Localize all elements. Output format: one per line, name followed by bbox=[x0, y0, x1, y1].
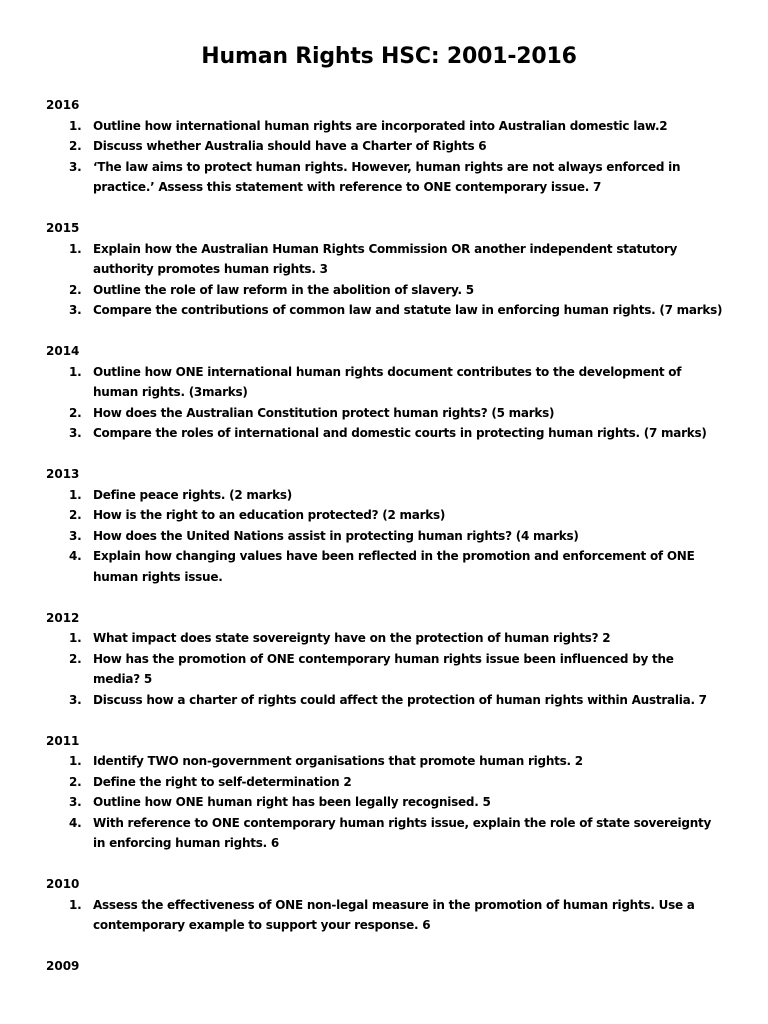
question-list bbox=[46, 116, 728, 198]
question-number: 1. bbox=[69, 754, 82, 768]
question-text: How does the United Nations assist in protecting human rights? (4 marks) bbox=[93, 528, 579, 543]
year-section-2009 bbox=[46, 956, 728, 977]
question-item bbox=[46, 136, 728, 157]
year-section-2013 bbox=[46, 464, 728, 587]
question-list bbox=[46, 895, 728, 936]
question-item bbox=[46, 546, 728, 587]
question-text: Compare the contributions of common law and statute law in enforcing human rights. (7 marks) bbox=[93, 303, 723, 317]
question-text: Assess the effectiveness of ONE non-legal measure in the promotion of human rights. Use a contemporary example to support your response. 6 bbox=[93, 897, 695, 932]
question-text: Discuss how a charter of rights could affect the protection of human rights within Australia. 7 bbox=[93, 692, 707, 707]
question-number: 1. bbox=[69, 631, 82, 645]
question-text: ‘The law aims to protect human rights. However, human rights are not always enforced in practice.’ Assess this statement with reference to ONE contemporary issue. 7 bbox=[93, 159, 681, 194]
question-text: Outline how international human rights are incorporated into Australian domestic law.2 bbox=[93, 118, 668, 133]
question-list bbox=[46, 485, 728, 588]
question-text: Define peace rights. (2 marks) bbox=[93, 487, 292, 502]
question-number-cell bbox=[46, 628, 93, 649]
question-number: 1. bbox=[69, 118, 82, 133]
question-text: With reference to ONE contemporary human rights issue, explain the role of state sovereignty in enforcing human rights. 6 bbox=[93, 815, 712, 850]
question-item bbox=[46, 772, 728, 793]
question-text: How is the right to an education protected? (2 marks) bbox=[93, 508, 446, 522]
question-text: Outline the role of law reform in the abolition of slavery. 5 bbox=[93, 282, 474, 297]
year-heading: 2013 bbox=[46, 467, 80, 481]
question-item bbox=[46, 649, 728, 690]
question-number: 1. bbox=[69, 487, 82, 502]
year-section-2011 bbox=[46, 731, 728, 854]
question-number: 3. bbox=[69, 426, 82, 440]
question-number: 1. bbox=[69, 241, 82, 256]
question-number-cell bbox=[46, 280, 93, 301]
question-text: Explain how changing values have been reflected in the promotion and enforcement of ONE human rights issue. bbox=[93, 549, 695, 584]
question-item bbox=[46, 239, 728, 280]
question-item bbox=[46, 423, 728, 444]
question-number-cell bbox=[46, 362, 93, 403]
question-item bbox=[46, 116, 728, 137]
question-number-cell bbox=[46, 505, 93, 526]
question-text: Discuss whether Australia should have a Charter of Rights 6 bbox=[93, 139, 487, 153]
question-number-cell bbox=[46, 526, 93, 547]
question-text: What impact does state sovereignty have on the protection of human rights? 2 bbox=[93, 631, 611, 645]
year-section-2012 bbox=[46, 608, 728, 711]
year-heading: 2012 bbox=[46, 610, 80, 625]
question-text: How does the Australian Constitution protect human rights? (5 marks) bbox=[93, 405, 555, 420]
question-number-cell bbox=[46, 546, 93, 587]
year-section-2015 bbox=[46, 218, 728, 321]
question-number-cell bbox=[46, 772, 93, 793]
question-number-cell bbox=[46, 300, 93, 321]
question-item bbox=[46, 403, 728, 424]
question-item bbox=[46, 690, 728, 711]
question-number-cell bbox=[46, 423, 93, 444]
year-section-2016 bbox=[46, 95, 728, 198]
question-number: 1. bbox=[69, 364, 82, 379]
question-text: Outline how ONE international human rights document contributes to the development of human rights. (3marks) bbox=[93, 364, 682, 399]
question-number: 2. bbox=[69, 139, 82, 153]
question-number: 3. bbox=[69, 795, 82, 809]
question-text: Explain how the Australian Human Rights Commission OR another independent statutory authority promotes human rights. 3 bbox=[93, 241, 678, 276]
question-number-cell bbox=[46, 403, 93, 424]
question-number-cell bbox=[46, 485, 93, 506]
question-item bbox=[46, 628, 728, 649]
question-item bbox=[46, 300, 728, 321]
year-heading: 2016 bbox=[46, 98, 80, 112]
question-number-cell bbox=[46, 813, 93, 854]
year-heading: 2015 bbox=[46, 221, 80, 235]
question-number-cell bbox=[46, 751, 93, 772]
question-text: Identify TWO non-government organisations that promote human rights. 2 bbox=[93, 754, 583, 768]
question-number-cell bbox=[46, 690, 93, 711]
question-item bbox=[46, 485, 728, 506]
question-item bbox=[46, 362, 728, 403]
question-number-cell bbox=[46, 895, 93, 936]
question-text: Outline how ONE human right has been legally recognised. 5 bbox=[93, 795, 491, 809]
year-heading: 2010 bbox=[46, 877, 80, 891]
question-number: 2. bbox=[69, 282, 82, 297]
question-number-cell bbox=[46, 649, 93, 690]
question-item bbox=[46, 157, 728, 198]
year-section-2010 bbox=[46, 874, 728, 936]
question-list bbox=[46, 362, 728, 444]
question-item bbox=[46, 792, 728, 813]
question-number: 2. bbox=[69, 405, 82, 420]
question-item bbox=[46, 505, 728, 526]
question-number-cell bbox=[46, 239, 93, 280]
question-item bbox=[46, 895, 728, 936]
question-number: 4. bbox=[69, 549, 82, 563]
question-text: How has the promotion of ONE contemporary human rights issue been influenced by the media? 5 bbox=[93, 651, 674, 686]
question-item bbox=[46, 813, 728, 854]
question-number: 3. bbox=[69, 303, 82, 317]
question-number-cell bbox=[46, 792, 93, 813]
year-sections bbox=[46, 95, 728, 977]
question-number-cell bbox=[46, 116, 93, 137]
question-number-cell bbox=[46, 157, 93, 198]
question-list bbox=[46, 751, 728, 854]
question-text: Compare the roles of international and domestic courts in protecting human rights. (7 marks) bbox=[93, 426, 707, 440]
year-heading: 2009 bbox=[46, 959, 80, 973]
question-item bbox=[46, 526, 728, 547]
year-heading: 2011 bbox=[46, 733, 80, 748]
question-number: 4. bbox=[69, 815, 82, 830]
question-number: 2. bbox=[69, 508, 82, 522]
page-title: Human Rights HSC: 2001-2016 bbox=[201, 44, 577, 69]
year-section-2014 bbox=[46, 341, 728, 444]
question-number: 2. bbox=[69, 651, 82, 666]
year-heading: 2014 bbox=[46, 344, 80, 358]
question-number: 3. bbox=[69, 528, 82, 543]
question-text: Define the right to self-determination 2 bbox=[93, 774, 352, 789]
question-item bbox=[46, 280, 728, 301]
question-list bbox=[46, 239, 728, 321]
question-number-cell bbox=[46, 136, 93, 157]
question-item bbox=[46, 751, 728, 772]
question-list bbox=[46, 628, 728, 710]
question-number: 3. bbox=[69, 692, 82, 707]
question-number: 2. bbox=[69, 774, 82, 789]
question-number: 3. bbox=[69, 159, 82, 174]
question-number: 1. bbox=[69, 897, 82, 912]
